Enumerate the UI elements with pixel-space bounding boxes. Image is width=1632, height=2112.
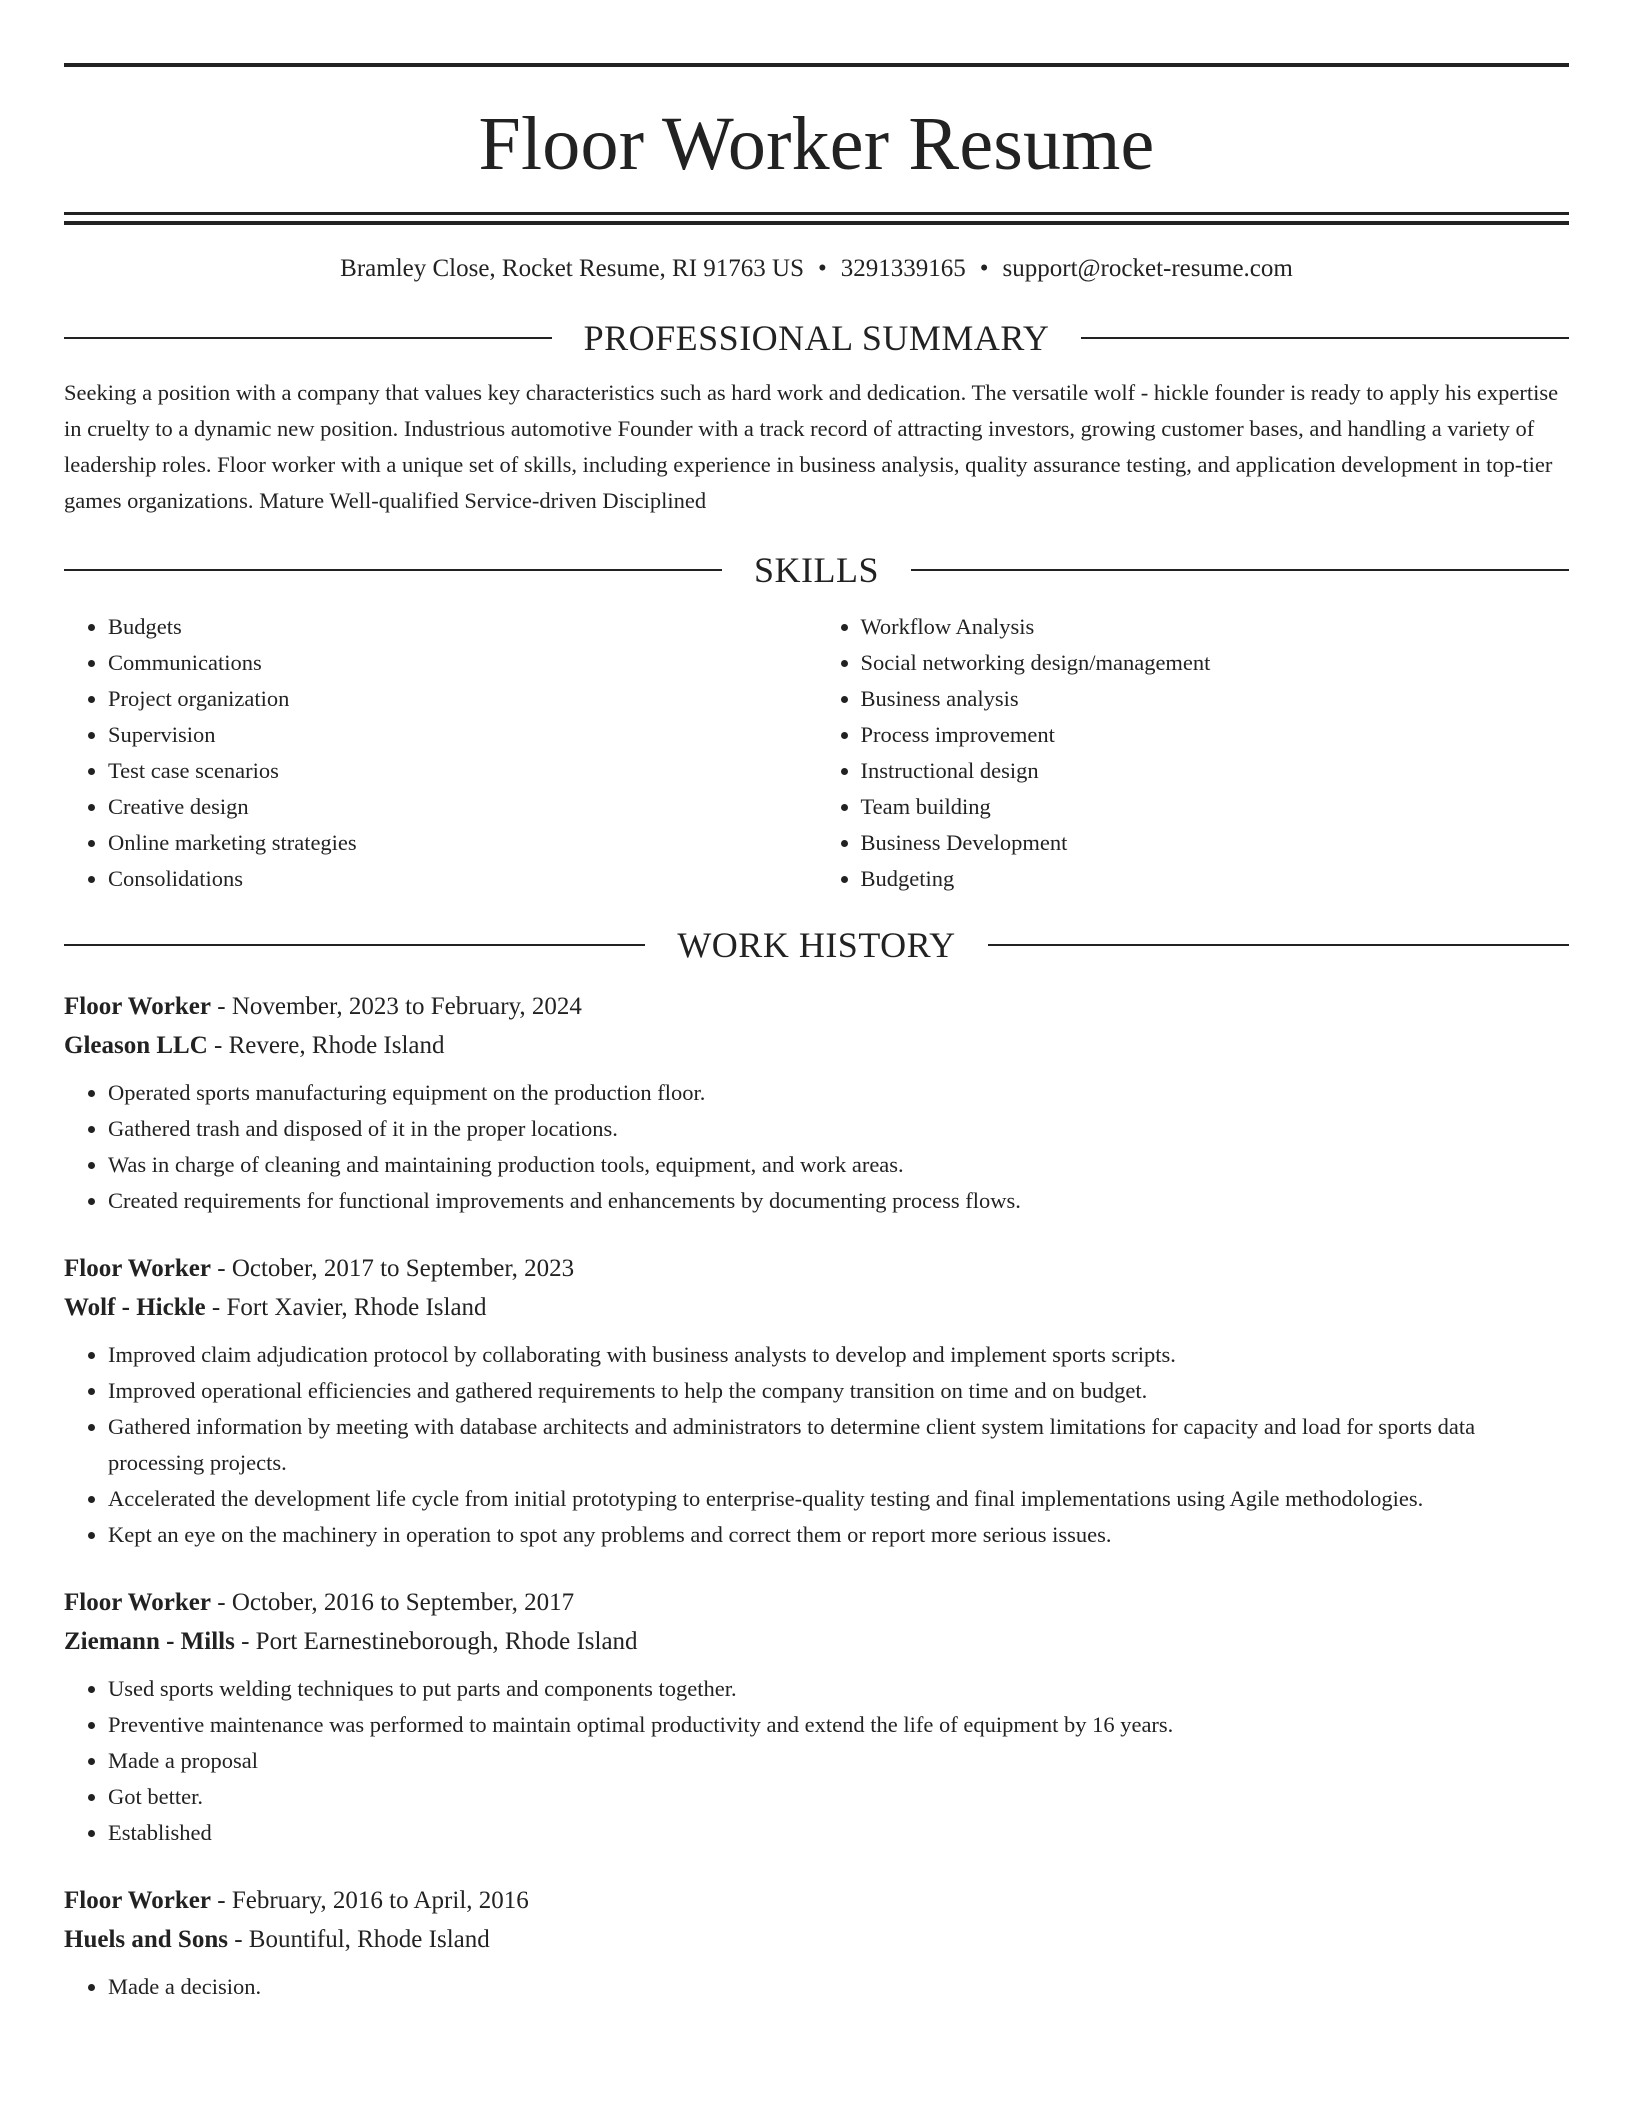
skills-heading-label: SKILLS xyxy=(754,550,880,590)
job-bullet: • Made a decision. xyxy=(108,1969,1569,2005)
job-title-line: Floor Worker - October, 2017 to September, 2023 xyxy=(64,1255,575,1282)
job-company-line: Wolf - Hickle - Fort Xavier, Rhode Island xyxy=(64,1294,487,1321)
job-location: Port Earnestineborough, Rhode Island xyxy=(255,1628,638,1655)
skill-item: • Online marketing strategies xyxy=(108,825,817,861)
skill-item: • Project organization xyxy=(108,681,817,717)
job-company: Huels and Sons xyxy=(64,1926,228,1953)
summary-section-heading xyxy=(64,320,1569,356)
job-bullet: • Gathered trash and disposed of it in the proper locations. xyxy=(108,1111,1569,1147)
job-title: Floor Worker xyxy=(64,993,211,1020)
work-section-heading xyxy=(64,927,1569,963)
job-bullet: • Got better. xyxy=(108,1779,1569,1815)
skill-item: • Social networking design/management xyxy=(861,645,1570,681)
job-bullet: • Operated sports manufacturing equipment on the production floor. xyxy=(108,1075,1569,1111)
job-title-line: Floor Worker - November, 2023 to February, 2024 xyxy=(64,993,582,1020)
job-bullet: • Accelerated the development life cycle from initial prototyping to enterprise-quality testing and final implementations using Agile methodologies. xyxy=(108,1481,1569,1517)
skill-item: • Communications xyxy=(108,645,817,681)
job-dates: October, 2017 to September, 2023 xyxy=(231,1255,575,1282)
job-location: Bountiful, Rhode Island xyxy=(248,1926,490,1953)
job-location: Fort Xavier, Rhode Island xyxy=(226,1294,487,1321)
heading-rule-left xyxy=(64,944,645,946)
skill-item: • Budgets xyxy=(108,609,817,645)
job-dates: October, 2016 to September, 2017 xyxy=(231,1589,575,1616)
skill-item: • Team building xyxy=(861,789,1570,825)
job-company: Gleason LLC xyxy=(64,1032,208,1059)
job-bullets xyxy=(64,1075,1569,1219)
job-title: Floor Worker xyxy=(64,1589,211,1616)
contact-phone: 3291339165 xyxy=(840,255,966,282)
top-rule xyxy=(64,63,1569,67)
heading-rule-right xyxy=(1081,337,1569,339)
job-location: Revere, Rhode Island xyxy=(228,1032,445,1059)
job-bullet: • Created requirements for functional improvements and enhancements by documenting process flows. xyxy=(108,1183,1569,1219)
contact-email: support@rocket-resume.com xyxy=(1002,255,1293,282)
job-bullet: • Improved operational efficiencies and gathered requirements to help the company transition on time and on budget. xyxy=(108,1373,1569,1409)
job-entry xyxy=(64,1249,1569,1553)
heading-rule-left xyxy=(64,569,722,571)
contact-line xyxy=(64,254,1569,284)
job-bullet: • Gathered information by meeting with database architects and administrators to determine client system limitations for capacity and load for sports data processing projects. xyxy=(108,1409,1569,1481)
professional-summary-text: Seeking a position with a company that values key characteristics such as hard work and dedication. The versatile wolf - hickle founder is ready to apply his expertise in cruelty to a dynamic new position. Industrious automotive Founder with a track record of attracting investors, growing customer bases, and handling a variety of leadership roles. Floor worker with a unique set of skills, including experience in business analysis, quality assurance testing, and application development in top-tier games organizations. Mature Well-qualified Service-driven Disciplined xyxy=(64,380,1559,513)
skill-item: • Business Development xyxy=(861,825,1570,861)
work-heading-label: WORK HISTORY xyxy=(677,925,956,965)
contact-separator: • xyxy=(979,255,989,282)
job-bullets xyxy=(64,1337,1569,1553)
skill-item: • Test case scenarios xyxy=(108,753,817,789)
job-dates: November, 2023 to February, 2024 xyxy=(231,993,582,1020)
heading-rule-right xyxy=(988,944,1569,946)
job-title: Floor Worker xyxy=(64,1887,211,1914)
title-double-rule xyxy=(64,212,1569,225)
job-bullet: • Used sports welding techniques to put parts and components together. xyxy=(108,1671,1569,1707)
job-company: Ziemann - Mills xyxy=(64,1628,235,1655)
resume-page xyxy=(64,63,1569,2005)
job-company-line: Huels and Sons - Bountiful, Rhode Island xyxy=(64,1926,490,1953)
skill-item: • Budgeting xyxy=(861,861,1570,897)
heading-rule-right xyxy=(911,569,1569,571)
skill-item: • Consolidations xyxy=(108,861,817,897)
skill-item: • Supervision xyxy=(108,717,817,753)
job-bullet: • Preventive maintenance was performed to maintain optimal productivity and extend the life of equipment by 16 years. xyxy=(108,1707,1569,1743)
job-bullet: • Was in charge of cleaning and maintaining production tools, equipment, and work areas. xyxy=(108,1147,1569,1183)
job-title-line: Floor Worker - February, 2016 to April, 2016 xyxy=(64,1887,529,1914)
job-entry xyxy=(64,1881,1569,2005)
skills-list xyxy=(64,609,1569,897)
skill-item: • Workflow Analysis xyxy=(861,609,1570,645)
resume-title: Floor Worker Resume xyxy=(478,102,1155,186)
skill-item: • Instructional design xyxy=(861,753,1570,789)
job-entry xyxy=(64,987,1569,1219)
job-bullets xyxy=(64,1969,1569,2005)
job-entry xyxy=(64,1583,1569,1851)
job-company-line: Ziemann - Mills - Port Earnestineborough, Rhode Island xyxy=(64,1628,638,1655)
summary-heading-label: PROFESSIONAL SUMMARY xyxy=(583,318,1050,358)
skills-column-left xyxy=(64,609,817,897)
skill-item: • Business analysis xyxy=(861,681,1570,717)
skill-item: • Creative design xyxy=(108,789,817,825)
job-bullet: • Made a proposal xyxy=(108,1743,1569,1779)
job-bullet: • Established xyxy=(108,1815,1569,1851)
skill-item: • Process improvement xyxy=(861,717,1570,753)
heading-rule-left xyxy=(64,337,552,339)
contact-address: Bramley Close, Rocket Resume, RI 91763 US xyxy=(340,255,804,282)
job-bullet: • Kept an eye on the machinery in operation to spot any problems and correct them or report more serious issues. xyxy=(108,1517,1569,1553)
job-company: Wolf - Hickle xyxy=(64,1294,206,1321)
job-company-line: Gleason LLC - Revere, Rhode Island xyxy=(64,1032,445,1059)
job-dates: February, 2016 to April, 2016 xyxy=(231,1887,529,1914)
job-bullets xyxy=(64,1671,1569,1851)
job-bullet: • Improved claim adjudication protocol by collaborating with business analysts to develop and implement sports scripts. xyxy=(108,1337,1569,1373)
job-title: Floor Worker xyxy=(64,1255,211,1282)
contact-separator: • xyxy=(818,255,827,282)
job-title-line: Floor Worker - October, 2016 to September, 2017 xyxy=(64,1589,575,1616)
skills-section-heading xyxy=(64,552,1569,588)
skills-column-right xyxy=(817,609,1570,897)
